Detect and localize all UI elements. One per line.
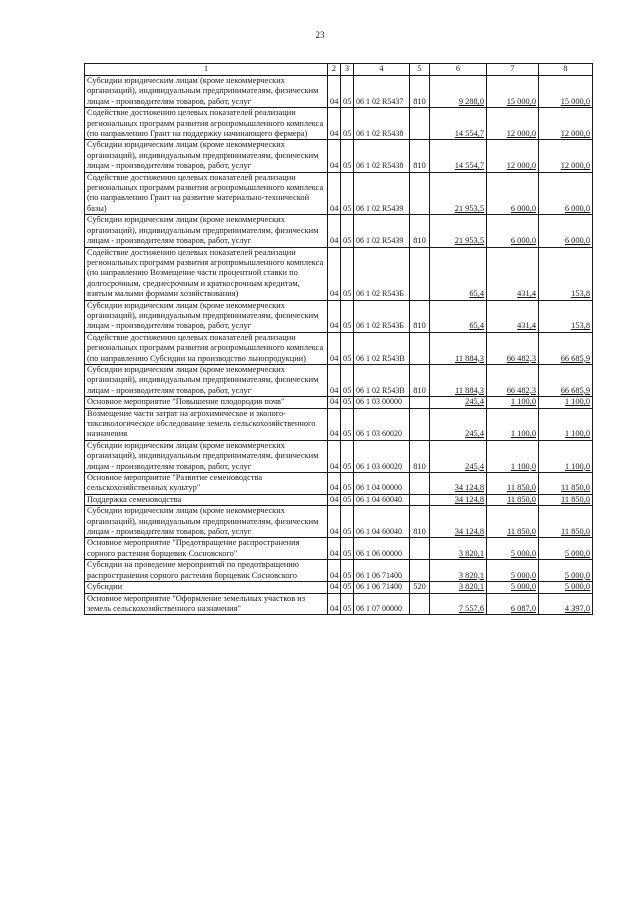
table-row [85, 215, 593, 247]
amount-col-8-value: 66 685,9 [560, 353, 590, 363]
amount-col-6-value: 14 554,7 [454, 129, 484, 139]
amount-col-7 [487, 408, 539, 440]
amount-col-8 [539, 538, 593, 560]
item-name: Субсидии юридическим лицам (кроме некоммерческих организаций), индивидуальным предпринимателям, физическим лицам - производителям товаров, работ, услуг [85, 300, 328, 332]
target-article-code: 06 1 02 R5439 [354, 172, 410, 215]
subsection-code: 05 [341, 332, 354, 364]
amount-col-8-value: 11 850,0 [560, 483, 590, 493]
item-name: Субсидии юридическим лицам (кроме некоммерческих организаций), индивидуальным предпринимателям, физическим лицам - производителям товаров, работ, услуг [85, 364, 328, 396]
table-row [85, 494, 593, 505]
amount-col-6 [430, 332, 487, 364]
item-name: Субсидии юридическим лицам (кроме некоммерческих организаций), индивидуальным предпринимателям, физическим лицам - производителям товаров, работ, услуг [85, 140, 328, 172]
expense-type-code [410, 247, 430, 300]
amount-col-7-value: 15 000,0 [506, 96, 536, 106]
item-name: Основное мероприятие "Повышение плодородия почв" [85, 397, 328, 408]
table-body [85, 76, 593, 615]
subsection-code: 05 [341, 440, 354, 472]
amount-col-8-value: 153,8 [571, 289, 590, 299]
subsection-code: 05 [341, 560, 354, 582]
amount-col-8 [539, 408, 593, 440]
target-article-code: 06 1 02 R543Б [354, 247, 410, 300]
section-code: 04 [328, 140, 341, 172]
amount-col-7 [487, 560, 539, 582]
amount-col-8-value: 153,8 [571, 321, 590, 331]
item-name: Поддержка семеноводства [85, 494, 328, 505]
target-article-code: 06 1 06 71400 [354, 582, 410, 593]
amount-col-8-value: 5 000,0 [564, 548, 590, 558]
expense-type-code [410, 172, 430, 215]
amount-col-6-value: 245,4 [465, 461, 484, 471]
subsection-code: 05 [341, 247, 354, 300]
table-row [85, 140, 593, 172]
table-row [85, 332, 593, 364]
expense-type-code [410, 108, 430, 140]
amount-col-6-value: 21 953,5 [454, 236, 484, 246]
subsection-code: 05 [341, 397, 354, 408]
amount-col-8 [539, 582, 593, 593]
header-cell: 6 [430, 64, 487, 76]
header-cell: 4 [354, 64, 410, 76]
target-article-code: 06 1 03 60020 [354, 440, 410, 472]
amount-col-7 [487, 397, 539, 408]
amount-col-8 [539, 300, 593, 332]
section-code: 04 [328, 593, 341, 615]
amount-col-7-value: 11 850,0 [506, 527, 536, 537]
table-row [85, 247, 593, 300]
amount-col-8 [539, 140, 593, 172]
amount-col-7-value: 6 000,0 [510, 236, 536, 246]
amount-col-7-value: 6 000,0 [510, 203, 536, 213]
target-article-code: 06 1 02 R543В [354, 332, 410, 364]
amount-col-7 [487, 473, 539, 495]
amount-col-6 [430, 172, 487, 215]
table-row [85, 440, 593, 472]
amount-col-6 [430, 582, 487, 593]
amount-col-6 [430, 494, 487, 505]
amount-col-8 [539, 593, 593, 615]
item-name: Субсидии юридическим лицам (кроме некоммерческих организаций), индивидуальным предпринимателям, физическим лицам - производителям товаров, работ, услуг [85, 215, 328, 247]
amount-col-6 [430, 506, 487, 538]
amount-col-7-value: 5 000,0 [510, 548, 536, 558]
target-article-code: 06 1 06 00000 [354, 538, 410, 560]
amount-col-7-value: 5 000,0 [510, 570, 536, 580]
amount-col-7 [487, 140, 539, 172]
target-article-code: 06 1 04 00000 [354, 473, 410, 495]
amount-col-7 [487, 76, 539, 108]
header-row [85, 64, 593, 76]
amount-col-6-value: 11 884,3 [454, 353, 484, 363]
amount-col-8 [539, 473, 593, 495]
amount-col-7 [487, 364, 539, 396]
amount-col-7 [487, 593, 539, 615]
expense-type-code [410, 560, 430, 582]
item-name: Содействие достижению целевых показателей реализации региональных программ развития агропромышленного комплекса (по направлению Грант на поддержку начинающего фермера) [85, 108, 328, 140]
amount-col-7-value: 11 850,0 [506, 483, 536, 493]
subsection-code: 05 [341, 582, 354, 593]
amount-col-6 [430, 397, 487, 408]
section-code: 04 [328, 172, 341, 215]
target-article-code: 06 1 02 R5439 [354, 215, 410, 247]
item-name: Содействие достижению целевых показателей реализации региональных программ развития агропромышленного комплекса (по направлению Грант на развитие материально-технической базы) [85, 172, 328, 215]
target-article-code: 06 1 06 71400 [354, 560, 410, 582]
target-article-code: 06 1 07 00000 [354, 593, 410, 615]
amount-col-7 [487, 300, 539, 332]
amount-col-6 [430, 140, 487, 172]
item-name: Основное мероприятие "Предотвращение распространения сорного растения борщевик Сосновского" [85, 538, 328, 560]
expense-type-code [410, 494, 430, 505]
amount-col-6 [430, 473, 487, 495]
table-row [85, 560, 593, 582]
amount-col-6-value: 3 820,1 [458, 548, 484, 558]
target-article-code: 06 1 03 00000 [354, 397, 410, 408]
table-row [85, 108, 593, 140]
expense-type-code: 810 [410, 215, 430, 247]
subsection-code: 05 [341, 408, 354, 440]
item-name: Основное мероприятие "Оформление земельных участков из земель сельскохозяйственного назначения" [85, 593, 328, 615]
subsection-code: 05 [341, 300, 354, 332]
section-code: 04 [328, 408, 341, 440]
target-article-code: 06 1 02 R5438 [354, 140, 410, 172]
subsection-code: 05 [341, 140, 354, 172]
amount-col-7 [487, 247, 539, 300]
amount-col-8-value: 12 000,0 [560, 129, 590, 139]
amount-col-8-value: 4 397,0 [564, 603, 590, 613]
subsection-code: 05 [341, 538, 354, 560]
header-cell: 8 [539, 64, 593, 76]
expense-type-code: 810 [410, 364, 430, 396]
subsection-code: 05 [341, 473, 354, 495]
item-name: Содействие достижению целевых показателей реализации региональных программ развития агропромышленного комплекса (по направлению Субсидии на производство льнопродукции) [85, 332, 328, 364]
amount-col-8-value: 1 100,0 [564, 461, 590, 471]
subsection-code: 05 [341, 494, 354, 505]
budget-table [84, 63, 593, 615]
amount-col-7-value: 1 100,0 [510, 397, 536, 407]
amount-col-6 [430, 364, 487, 396]
amount-col-8 [539, 247, 593, 300]
amount-col-6-value: 34 124,8 [454, 483, 484, 493]
table-row [85, 473, 593, 495]
expense-type-code: 810 [410, 440, 430, 472]
amount-col-7-value: 12 000,0 [506, 129, 536, 139]
header-cell: 1 [85, 64, 328, 76]
table-row [85, 593, 593, 615]
item-name: Субсидии юридическим лицам (кроме некоммерческих организаций), индивидуальным предпринимателям, физическим лицам - производителям товаров, работ, услуг [85, 440, 328, 472]
subsection-code: 05 [341, 76, 354, 108]
amount-col-8-value: 11 850,0 [560, 494, 590, 504]
section-code: 04 [328, 247, 341, 300]
amount-col-7-value: 431,4 [517, 289, 536, 299]
amount-col-8 [539, 172, 593, 215]
section-code: 04 [328, 494, 341, 505]
amount-col-7 [487, 506, 539, 538]
amount-col-6 [430, 76, 487, 108]
subsection-code: 05 [341, 215, 354, 247]
item-name: Субсидии юридическим лицам (кроме некоммерческих организаций), индивидуальным предпринимателям, физическим лицам - производителям товаров, работ, услуг [85, 76, 328, 108]
amount-col-8 [539, 560, 593, 582]
section-code: 04 [328, 560, 341, 582]
target-article-code: 06 1 02 R5438 [354, 108, 410, 140]
amount-col-8 [539, 506, 593, 538]
amount-col-6 [430, 560, 487, 582]
amount-col-8-value: 15 000,0 [560, 96, 590, 106]
section-code: 04 [328, 506, 341, 538]
amount-col-8-value: 1 100,0 [564, 429, 590, 439]
amount-col-8 [539, 440, 593, 472]
amount-col-6-value: 21 953,5 [454, 203, 484, 213]
header-cell: 2 [328, 64, 341, 76]
amount-col-7-value: 431,4 [517, 321, 536, 331]
amount-col-6 [430, 538, 487, 560]
item-name: Субсидии на проведение мероприятий по предотвращению распространения сорного растения борщевик Сосновского [85, 560, 328, 582]
amount-col-8 [539, 108, 593, 140]
expense-type-code [410, 408, 430, 440]
section-code: 04 [328, 582, 341, 593]
amount-col-7 [487, 332, 539, 364]
amount-col-8-value: 66 685,9 [560, 385, 590, 395]
header-cell: 3 [341, 64, 354, 76]
amount-col-6 [430, 440, 487, 472]
amount-col-7-value: 5 000,0 [510, 582, 536, 592]
section-code: 04 [328, 215, 341, 247]
section-code: 04 [328, 76, 341, 108]
amount-col-6-value: 65,4 [469, 289, 484, 299]
target-article-code: 06 1 04 60040 [354, 506, 410, 538]
amount-col-6-value: 65,4 [469, 321, 484, 331]
table-row [85, 506, 593, 538]
amount-col-6 [430, 300, 487, 332]
amount-col-6 [430, 593, 487, 615]
amount-col-7 [487, 108, 539, 140]
expense-type-code [410, 397, 430, 408]
amount-col-7 [487, 215, 539, 247]
target-article-code: 06 1 02 R543В [354, 364, 410, 396]
subsection-code: 05 [341, 364, 354, 396]
target-article-code: 06 1 02 R543Б [354, 300, 410, 332]
amount-col-8-value: 6 000,0 [564, 236, 590, 246]
page-number: 23 [315, 30, 325, 40]
expense-type-code: 810 [410, 506, 430, 538]
section-code: 04 [328, 300, 341, 332]
amount-col-6 [430, 215, 487, 247]
item-name: Возмещение части затрат на агрохимическое и эколого-токсикологическое обследование земель сельскохозяйственного назначения [85, 408, 328, 440]
amount-col-8 [539, 332, 593, 364]
amount-col-7 [487, 440, 539, 472]
table-row [85, 172, 593, 215]
target-article-code: 06 1 02 R5437 [354, 76, 410, 108]
table-row [85, 582, 593, 593]
amount-col-8-value: 12 000,0 [560, 161, 590, 171]
amount-col-6-value: 245,4 [465, 397, 484, 407]
section-code: 04 [328, 538, 341, 560]
section-code: 04 [328, 473, 341, 495]
subsection-code: 05 [341, 108, 354, 140]
amount-col-8-value: 11 850,0 [560, 527, 590, 537]
expense-type-code: 810 [410, 76, 430, 108]
amount-col-6-value: 34 124,8 [454, 494, 484, 504]
amount-col-7-value: 1 100,0 [510, 461, 536, 471]
amount-col-6 [430, 108, 487, 140]
amount-col-8 [539, 76, 593, 108]
amount-col-6-value: 3 820,1 [458, 570, 484, 580]
amount-col-6-value: 7 557,6 [458, 603, 484, 613]
table-row [85, 76, 593, 108]
amount-col-6-value: 3 820,1 [458, 582, 484, 592]
amount-col-7 [487, 582, 539, 593]
table-row [85, 300, 593, 332]
section-code: 04 [328, 108, 341, 140]
amount-col-7 [487, 494, 539, 505]
table-row [85, 538, 593, 560]
amount-col-8 [539, 364, 593, 396]
amount-col-6-value: 34 124,8 [454, 527, 484, 537]
amount-col-6 [430, 408, 487, 440]
expense-type-code [410, 473, 430, 495]
amount-col-8 [539, 494, 593, 505]
target-article-code: 06 1 03 60020 [354, 408, 410, 440]
amount-col-7-value: 66 482,3 [506, 385, 536, 395]
item-name: Основное мероприятие "Развитие семеноводства сельскохозяйственных культур" [85, 473, 328, 495]
section-code: 04 [328, 364, 341, 396]
amount-col-6 [430, 247, 487, 300]
amount-col-8 [539, 215, 593, 247]
subsection-code: 05 [341, 172, 354, 215]
amount-col-7-value: 12 000,0 [506, 161, 536, 171]
amount-col-8-value: 6 000,0 [564, 203, 590, 213]
item-name: Содействие достижению целевых показателей реализации региональных программ развития агропромышленного комплекса (по направлению Возмещение части процентной ставки по долгосрочным, среднесрочным и краткосрочным кредитам, взятым малыми формами хозяйствования) [85, 247, 328, 300]
amount-col-8 [539, 397, 593, 408]
amount-col-7 [487, 172, 539, 215]
table-row [85, 364, 593, 396]
amount-col-8-value: 5 000,0 [564, 582, 590, 592]
expense-type-code [410, 593, 430, 615]
amount-col-7-value: 66 482,3 [506, 353, 536, 363]
amount-col-7 [487, 538, 539, 560]
amount-col-6-value: 11 884,3 [454, 385, 484, 395]
amount-col-8-value: 1 100,0 [564, 397, 590, 407]
amount-col-6-value: 14 554,7 [454, 161, 484, 171]
target-article-code: 06 1 04 60040 [354, 494, 410, 505]
item-name: Субсидии юридическим лицам (кроме некоммерческих организаций), индивидуальным предпринимателям, физическим лицам - производителям товаров, работ, услуг [85, 506, 328, 538]
amount-col-7-value: 11 850,0 [506, 494, 536, 504]
header-cell: 5 [410, 64, 430, 76]
header-cell: 7 [487, 64, 539, 76]
section-code: 04 [328, 332, 341, 364]
subsection-code: 05 [341, 506, 354, 538]
amount-col-7-value: 1 100,0 [510, 429, 536, 439]
expense-type-code: 810 [410, 140, 430, 172]
amount-col-8-value: 5 000,0 [564, 570, 590, 580]
expense-type-code: 520 [410, 582, 430, 593]
section-code: 04 [328, 440, 341, 472]
expense-type-code [410, 538, 430, 560]
section-code: 04 [328, 397, 341, 408]
amount-col-6-value: 9 288,0 [458, 96, 484, 106]
amount-col-7-value: 6 087,0 [510, 603, 536, 613]
expense-type-code: 810 [410, 300, 430, 332]
expense-type-code [410, 332, 430, 364]
table-row [85, 408, 593, 440]
table-row [85, 397, 593, 408]
amount-col-6-value: 245,4 [465, 429, 484, 439]
subsection-code: 05 [341, 593, 354, 615]
item-name: Субсидии [85, 582, 328, 593]
